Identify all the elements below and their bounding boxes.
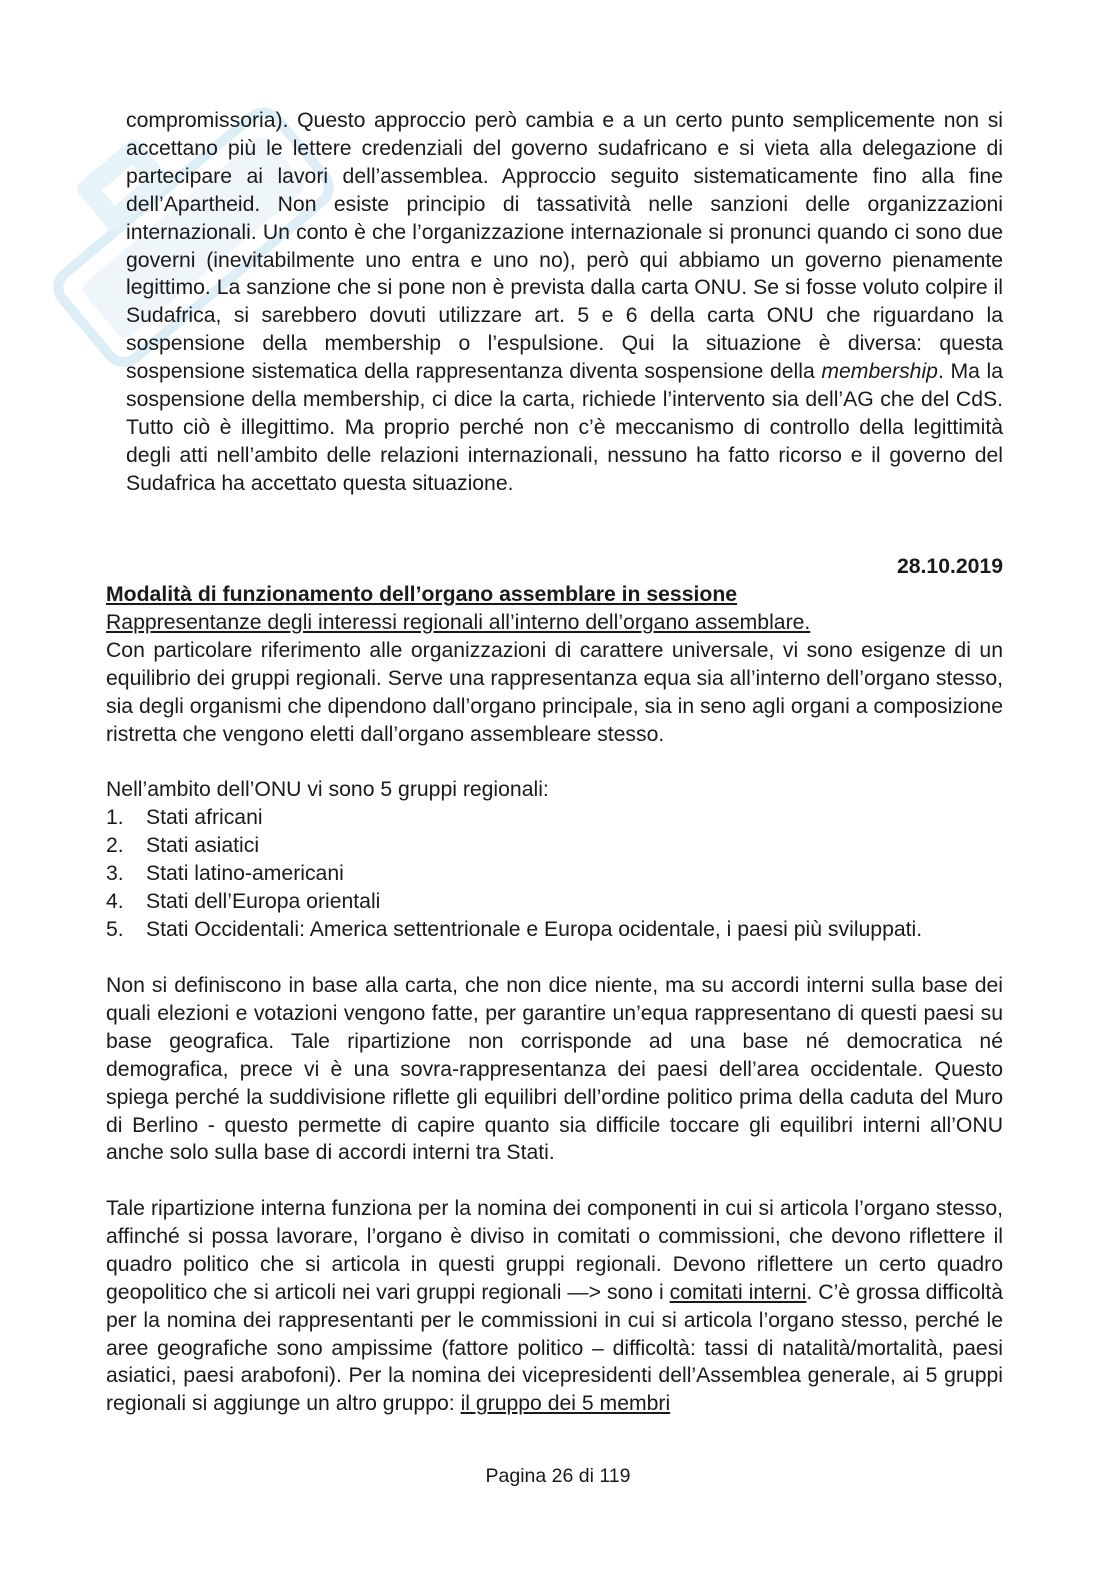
underlined-term: il gruppo dei 5 membri (460, 1392, 671, 1416)
page-number-footer: Pagina 26 di 119 (485, 1465, 631, 1487)
paragraph-text: compromissoria). Questo approccio però cambia e a un certo punto semplicemente non si accettano più le lettere credenziali del governo sudafricano e si vieta alla delegazione di partecipare ai lavori dell’assemblea. Approccio seguito sistematicamente fino alla fine dell’Apartheid. Non esiste principio di tassatività nelle sanzioni delle organizzazioni internazionali. Un conto è che l’organizzazione internazionale si pronunci quando ci sono due governi (inevitabilmente uno entra e uno no), però qui abbiamo un governo pienamente legittimo. La sanzione che si pone non è prevista dalla carta ONU. Se si fosse voluto colpire il Sudafrica, si sarebbero dovuti utilizzare art. 5 e 6 della carta ONU che riguardano la sospensione della membership o l’espulsione. Qui la situazione è diversa: questa sospensione sistematica della rappresentanza diventa sospensione della (126, 109, 1003, 384)
paragraph-text: Tale ripartizione interna funziona per la nomina dei componenti in cui si articola l’organo stesso, affinché si possa lavorare, l’organo è diviso in comitati o commissioni, che devono riflettere il quadro politico che si articola in questi gruppi regionali. Devono riflettere un certo quadro geopolitico che si articoli nei vari gruppi regionali —> sono i (106, 1197, 1003, 1304)
list-number: 2. (106, 833, 124, 857)
paragraph-equilibrio: Con particolare riferimento alle organizzazioni di carattere universale, vi sono esigenze di un equilibrio dei gruppi regionali. Serve una rappresentanza equa sia all’interno dell’organo stesso, sia degli organismi che dipendono dall’organo principale, sia in seno agli organi a composizione ristretta che vengono eletti dall’organo assembleare stesso. (106, 639, 1003, 746)
paragraph-comitati (106, 1195, 1003, 1418)
list-item (106, 804, 1003, 832)
lecture-date: 28.10.2019 (896, 555, 1003, 578)
list-item-text: Stati latino-americani (146, 861, 344, 885)
list-number: 5. (106, 917, 124, 941)
paragraph-gruppi-intro: Nell’ambito dell’ONU vi sono 5 gruppi regionali: (106, 778, 549, 801)
list-item (106, 888, 1003, 916)
list-item-text: Stati africani (146, 806, 263, 829)
italic-term: membership (821, 360, 938, 384)
regional-groups-list (106, 804, 1003, 944)
underlined-term: comitati interni (669, 1280, 807, 1304)
list-number: 4. (106, 889, 124, 913)
section-heading: Modalità di funzionamento dell’organo assemblare in sessione (106, 583, 738, 606)
list-item-text: Stati dell’Europa orientali (146, 889, 381, 913)
list-number: 1. (106, 806, 124, 829)
paragraph-text-end: . Ma la sospensione della membership, ci dice la carta, richiede l’intervento sia dell’AG che del CdS. Tutto ciò è illegittimo. Ma proprio perché non c’è meccanismo di controllo della legittimità degli atti nell’ambito delle relazioni internazionali, nessuno ha fatto ricorso e il governo del Sudafrica ha accettato questa situazione. (126, 360, 1003, 495)
paragraph-text: . C’è grossa difficoltà per la nomina dei rappresentanti per le commissioni in cui si articola l’organo stesso, perché le aree geografiche sono ampissime (fattore politico – difficoltà: tassi di natalità/mortalità, paesi asiatici, paesi arabofoni). Per la nomina dei vicepresidenti dell’Assemblea generale, ai 5 gruppi regionali si aggiunge un altro gruppo: (106, 1280, 1004, 1416)
paragraph-sudafrica (126, 107, 1003, 498)
list-item (106, 916, 1003, 944)
list-item-text: Stati asiatici (146, 833, 260, 857)
list-item (106, 860, 1003, 888)
list-item (106, 832, 1003, 860)
list-number: 3. (106, 861, 124, 885)
paragraph-ripartizione: Non si definiscono in base alla carta, che non dice niente, ma su accordi interni sulla base dei quali elezioni e votazioni vengono fatte, per garantire un’equa rappresentano di questi paesi su base geografica. Tale ripartizione non corrisponde ad una base né democratica né demografica, prece vi è una sovra-rappresentanza dei paesi dell’area occidentale. Questo spiega perché la suddivisione riflette gli equilibri dell’ordine politico prima della caduta del Muro di Berlino - questo permette di capire quanto sia difficile toccare gli equilibri interni all’ONU anche solo sulla base di accordi interni tra Stati. (106, 974, 1003, 1165)
section-subheading: Rappresentanze degli interessi regionali all’interno dell’organo assemblare. (106, 611, 811, 634)
list-item-text: Stati Occidentali: America settentrionale e Europa ocidentale, i paesi più sviluppati. (146, 917, 923, 941)
